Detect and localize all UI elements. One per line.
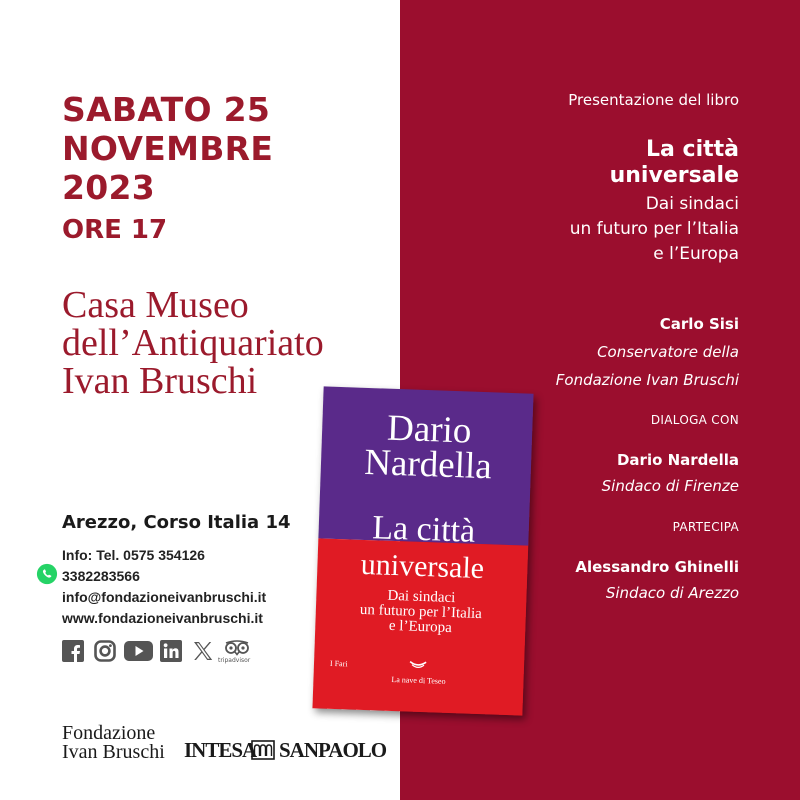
cover-subtitle-line: un futuro per l’Italia: [359, 601, 483, 623]
venue-name: [62, 286, 402, 400]
tripadvisor-label: tripadvisor: [218, 657, 251, 664]
speaker-name: Dario Nardella: [616, 451, 739, 469]
whatsapp-icon[interactable]: [36, 563, 58, 585]
title-line: universale: [609, 163, 739, 188]
role-line: Conservatore della: [597, 343, 739, 361]
title-line: La città: [646, 137, 739, 162]
author-line: Dario: [386, 407, 473, 452]
foundation-line: Fondazione: [62, 722, 156, 744]
email-link[interactable]: info@fondazioneivanbruschi.it: [62, 589, 267, 605]
book-publisher: La nave di Teseo: [391, 674, 446, 686]
book-author: [332, 409, 524, 486]
speaker-name: Carlo Sisi: [659, 315, 739, 333]
book-title: [610, 137, 739, 189]
subtitle-line: Dai sindaci: [645, 194, 739, 214]
author-line: Nardella: [363, 441, 493, 488]
speaker-name: Alessandro Ghinelli: [575, 558, 739, 576]
label-partecipa: PARTECIPA: [672, 520, 739, 534]
instagram-icon[interactable]: [94, 640, 116, 662]
foundation-line: Ivan Bruschi: [62, 741, 165, 763]
sponsor-left-text: INTESA: [184, 738, 257, 762]
book-cover-title: La città: [371, 509, 476, 550]
whatsapp-number[interactable]: 3382283566: [62, 568, 140, 584]
foundation-logo: [62, 724, 165, 762]
cover-subtitle-line: e l’Europa: [388, 617, 453, 637]
linkedin-icon[interactable]: [160, 640, 182, 662]
contact-info: [62, 545, 322, 629]
book-cover-title: universale: [360, 547, 485, 586]
date-year: 2023: [62, 168, 156, 207]
speaker-role: Sindaco di Arezzo: [605, 584, 739, 602]
date-month: NOVEMBRE: [62, 129, 274, 168]
venue-address: Arezzo, Corso Italia 14: [62, 512, 291, 533]
publisher-ship-icon: [408, 658, 428, 671]
book-cover: [312, 386, 533, 715]
x-icon[interactable]: [192, 640, 214, 662]
book-subtitle: [570, 192, 739, 267]
cover-subtitle-line: Dai sindaci: [387, 587, 456, 607]
youtube-icon[interactable]: [124, 641, 153, 661]
book-series: I Fari: [329, 658, 348, 669]
subtitle-line: e l’Europa: [653, 244, 739, 264]
date-day: SABATO 25: [62, 90, 271, 129]
event-date: [62, 90, 392, 207]
sponsor-right-text: SANPAOLO: [279, 738, 387, 762]
presentation-intro: Presentazione del libro: [568, 91, 739, 109]
speaker-role: [556, 338, 739, 394]
subtitle-line: un futuro per l’Italia: [569, 219, 739, 239]
role-line: Fondazione Ivan Bruschi: [555, 371, 739, 389]
label-dialoga: DIALOGA CON: [650, 413, 739, 427]
phone-text[interactable]: Info: Tel. 0575 354126: [62, 547, 205, 563]
bank-emblem-icon: [251, 740, 275, 760]
facebook-icon[interactable]: [62, 640, 84, 662]
event-time: ORE 17: [62, 215, 168, 245]
venue-line: Ivan Bruschi: [62, 360, 258, 402]
speaker-role: Sindaco di Firenze: [601, 477, 739, 495]
book-cover-subtitle: [315, 586, 526, 638]
website-link[interactable]: www.fondazioneivanbruschi.it: [62, 610, 263, 626]
venue-line: dell’Antiquariato: [62, 322, 324, 364]
venue-line: Casa Museo: [62, 284, 249, 326]
